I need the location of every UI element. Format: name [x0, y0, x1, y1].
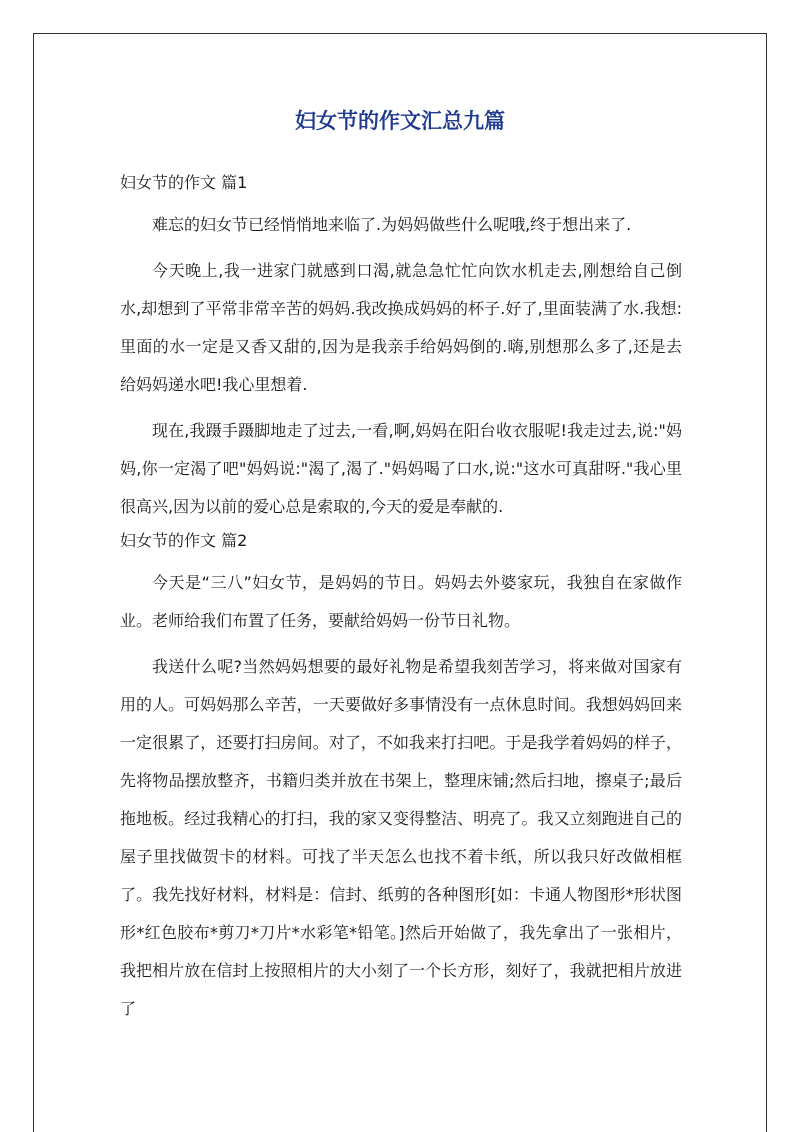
section-2-paragraph-2: 我送什么呢?当然妈妈想要的最好礼物是希望我刻苦学习，将来做对国家有用的人。可妈妈那么辛苦，一天要做好多事情没有一点休息时间。我想妈妈回来一定很累了，还要打扫房间。对了，不如我来打扫吧。于是我学着妈妈的样子，先将物品摆放整齐，书籍归类并放在书架上，整理床铺;然后扫地，擦桌子;最后拖地板。经过我精心的打扫，我的家又变得整洁、明亮了。我又立刻跑进自己的屋子里找做贺卡的材料。可找了半天怎么也找不着卡纸，所以我只好改做相框了。我先找好材料，材料是：信封、纸剪的各种图形[如：卡通人物图形*形状图形*红色胶布*剪刀*刀片*水彩笔*铅笔。]然后开始做了，我先拿出了一张相片，我把相片放在信封上按照相片的大小刻了一个长方形，刻好了，我就把相片放进了	[120, 657, 682, 1018]
document-body	[120, 168, 682, 1028]
section-heading-2: 妇女节的作文 篇2	[120, 531, 248, 550]
section-heading-1: 妇女节的作文 篇1	[120, 173, 248, 192]
section-1-paragraph-1: 难忘的妇女节已经悄悄地来临了.为妈妈做些什么呢哦,终于想出来了.	[152, 215, 632, 234]
document-title: 妇女节的作文汇总九篇	[295, 109, 505, 133]
section-1-paragraph-2: 今天晚上,我一进家门就感到口渴,就急急忙忙向饮水机走去,刚想给自己倒水,却想到了平常非常辛苦的妈妈.我改换成妈妈的杯子.好了,里面装满了水.我想:里面的水一定是又香又甜的,因为是我亲手给妈妈倒的.嗨,别想那么多了,还是去给妈妈递水吧!我心里想着.	[120, 261, 682, 394]
section-1-paragraph-3: 现在,我蹑手蹑脚地走了过去,一看,啊,妈妈在阳台收衣服呢!我走过去,说:"妈妈,你一定渴了吧"妈妈说:"渴了,渴了."妈妈喝了口水,说:"这水可真甜呀."我心里很高兴,因为以前的爱心总是索取的,今天的爱是奉献的.	[120, 421, 682, 516]
section-2-paragraph-1: 今天是“三八”妇女节，是妈妈的节日。妈妈去外婆家玩，我独自在家做作业。老师给我们布置了任务，要献给妈妈一份节日礼物。	[120, 573, 682, 630]
